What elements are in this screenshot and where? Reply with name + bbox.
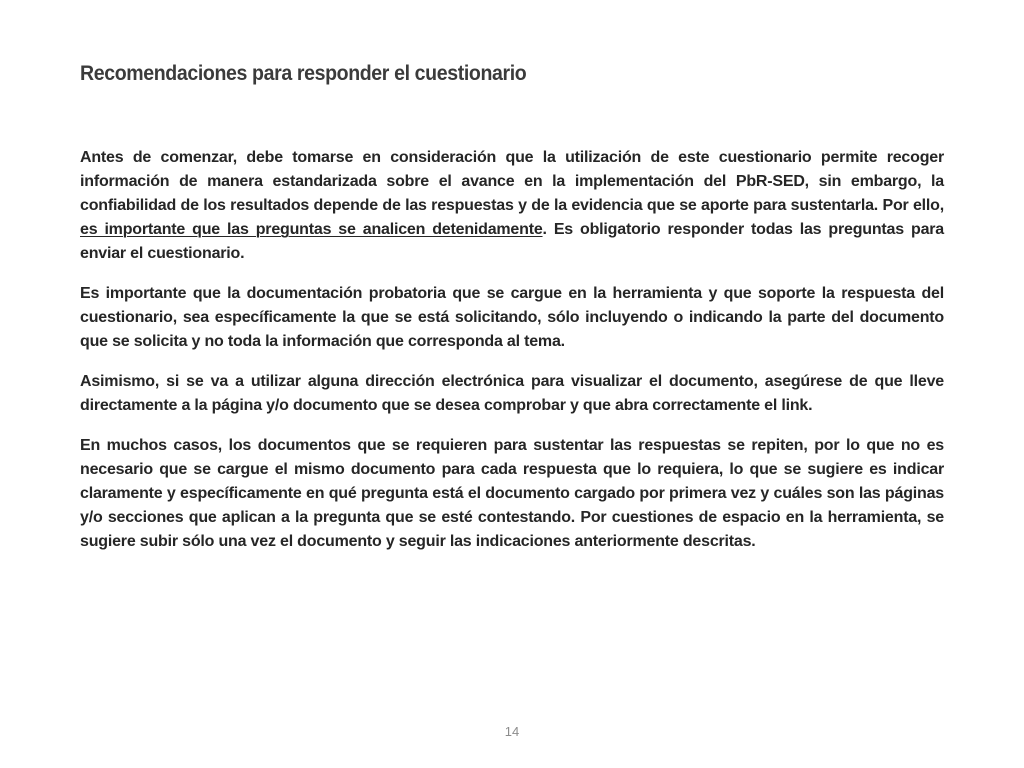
paragraph-repeated-documents: En muchos casos, los documentos que se requieren para sustentar las respuestas se repiten, por lo que no es necesario que se cargue el mismo documento para cada respuesta que lo requiera, lo que se sugiere es indicar claramente y específicamente en qué pregunta está el documento cargado por primera vez y cuáles son las páginas y/o secciones que aplican a la pregunta que se esté contestando. Por cuestiones de espacio en la herramienta, se sugiere subir sólo una vez el documento y seguir las indicaciones anteriormente descritas. bbox=[80, 437, 944, 550]
slide-body bbox=[80, 146, 944, 570]
paragraph-intro-emphasis: es importante que las preguntas se analicen detenidamente bbox=[80, 221, 543, 238]
paragraph-links: Asimismo, si se va a utilizar alguna dirección electrónica para visualizar el documento, asegúrese de que lleve directamente a la página y/o documento que se desea comprobar y que abra correctamente el link. bbox=[80, 373, 944, 414]
page-number: 14 bbox=[504, 724, 520, 739]
slide-title: Recomendaciones para responder el cuestionario bbox=[80, 62, 527, 85]
paragraph-intro-text-after: . Es obligatorio responder todas las preguntas para enviar el cuestionario. bbox=[80, 221, 944, 262]
paragraph-intro bbox=[80, 146, 944, 266]
paragraph-documentation: Es importante que la documentación probatoria que se cargue en la herramienta y que soporte la respuesta del cuestionario, sea específicamente la que se está solicitando, sólo incluyendo o indicando la parte del documento que se solicita y no toda la información que corresponda al tema. bbox=[80, 285, 944, 350]
paragraph-intro-text-before: Antes de comenzar, debe tomarse en consideración que la utilización de este cuestionario permite recoger información de manera estandarizada sobre el avance en la implementación del PbR-SED, sin embargo, la confiabilidad de los resultados depende de las respuestas y de la evidencia que se aporte para sustentarla. Por ello, bbox=[80, 149, 944, 214]
